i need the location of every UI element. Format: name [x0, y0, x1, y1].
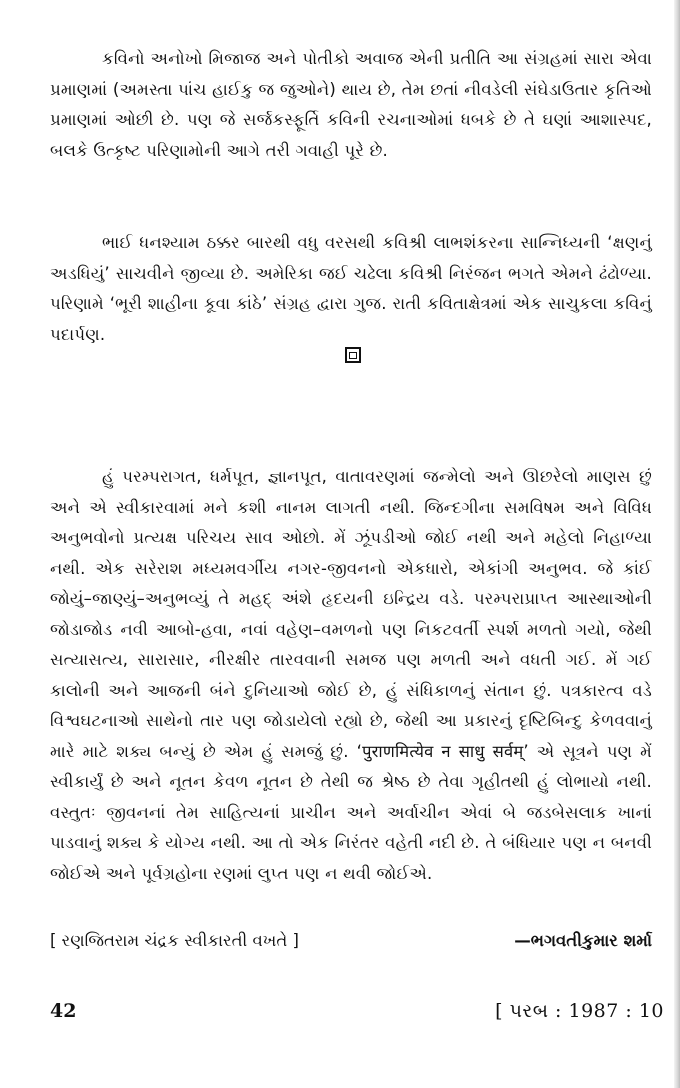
- author-signature: —ભગવતીકુમાર શર્મા: [514, 931, 652, 950]
- review-paragraph-2: [50, 228, 652, 350]
- review-paragraph-1: [50, 44, 652, 166]
- scan-page-edge: [674, 0, 680, 1088]
- page-footer: [50, 1000, 664, 1022]
- review-paragraph-1-text: કવિનો અનોખો મિજાજ અને પોતીકો અવાજ એની પ્રતીતિ આ સંગ્રહમાં સારા એવા પ્રમાણમાં (અમસ્તા પાંચ હાઈકુ જ જુઓને) થાય છે, તેમ છતાં નીવડેલી સંઘેડાઉતાર કૃતિઓ પ્રમાણમાં ઓછી છે. પણ જે સર્જકસ્ફૂર્તિ કવિની રચનાઓમાં ધબકે છે તે ઘણાં આશાસ્પદ, બલકે ઉત્કૃષ્ટ પરિણામોની આગે તરી ગવાહી પૂરે છે.: [50, 49, 652, 160]
- issue-label: [ પરબ : 1987 : 10: [495, 1000, 664, 1022]
- review-paragraph-2-text: ભાઈ ધનશ્યામ ઠક્કર બારથી વધુ વરસથી કવિશ્રી લાભશંકરના સાન્નિધ્યની ‘ક્ષણનું અડધિયું’ સાચવીને જીવ્યા છે. અમેરિકા જઈ ચઢેલા કવિશ્રી નિરંજન ભગતે એમને ઢંઢોળ્યા. પરિણામે ‘ભૂરી શાહીના કૂવા કાંઠે’ સંગ્રહ દ્વારા ગુજ. રાતી કવિતાક્ષેત્રમાં એક સાચુકલા કવિનું પદાર્પણ.: [50, 233, 652, 344]
- page-number: 42: [50, 1000, 77, 1022]
- citation-note: [ રણજિતરામ ચંદ્રક સ્વીકારતી વખતે ]: [50, 931, 299, 950]
- ornament-inner: [349, 352, 357, 359]
- citation-row: [50, 926, 652, 956]
- square-ornament-icon: [345, 347, 361, 363]
- speech-paragraph: [50, 462, 652, 889]
- speech-paragraph-text: હું પરમ્પરાગત, ધર્મપૂત, જ્ઞાનપૂત, વાતાવરણમાં જન્મેલો અને ઊછરેલો માણસ છું અને એ સ્વીકારવામાં મને કશી નાનમ લાગતી નથી. જિન્દગીના સમવિષમ અને વિવિધ અનુભવોનો પ્રત્યક્ષ પરિચય સાવ ઓછો. મેં ઝૂંપડીઓ જોઈ નથી અને મહેલો નિહાળ્યા નથી. એક સરેરાશ મધ્યમવર્ગીય નગર-જીવનનો એકધારો, એકાંગી અનુભવ. જે કાંઈ જોયું–જાણ્યું–અનુભવ્યું તે મહદ્ અંશે હૃદયની ઇન્દ્રિય વડે. પરમ્પરાપ્રાપ્ત આસ્થાઓની જોડાજોડ નવી આબો-હવા, નવાં વહેણ–વમળનો પણ નિકટવર્તી સ્પર્શ મળતો ગયો, જેથી સત્યાસત્ય, સારાસાર, નીરક્ષીર તારવવાની સમજ પણ મળતી અને વધતી ગઈ. મેં ગઈ કાલોની અને આજની બંને દુનિયાઓ જોઈ છે, હું સંધિકાળનું સંતાન છું. પત્રકારત્વ વડે વિશ્વઘટનાઓ સાથેનો તાર પણ જોડાયેલો રહ્યો છે, જેથી આ પ્રકારનું દૃષ્ટિબિન્દુ કેળવવાનું મારે માટે શક્ય બન્યું છે એમ હું સમજું છું. ‘पुराणमित्येव न साधु सर्वम्’ એ સૂત્રને પણ મેં સ્વીકાર્યું છે અને નૂતન કેવળ નૂતન છે તેથી જ શ્રેષ્ઠ છે તેવા ગૃહીતથી હું લોભાયો નથી. વસ્તુતઃ જીવનનાં તેમ સાહિત્યનાં પ્રાચીન અને અર્વાચીન એવાં બે જડબેસલાક ખાનાં પાડવાનું શક્ય કે યોગ્ય નથી. આ તો એક નિરંતર વહેતી નદી છે. તે બંધિયાર પણ ન બનવી જોઈએ અને પૂર્વગ્રહોના રણમાં લુપ્ત પણ ન થવી જોઈએ.: [50, 467, 652, 883]
